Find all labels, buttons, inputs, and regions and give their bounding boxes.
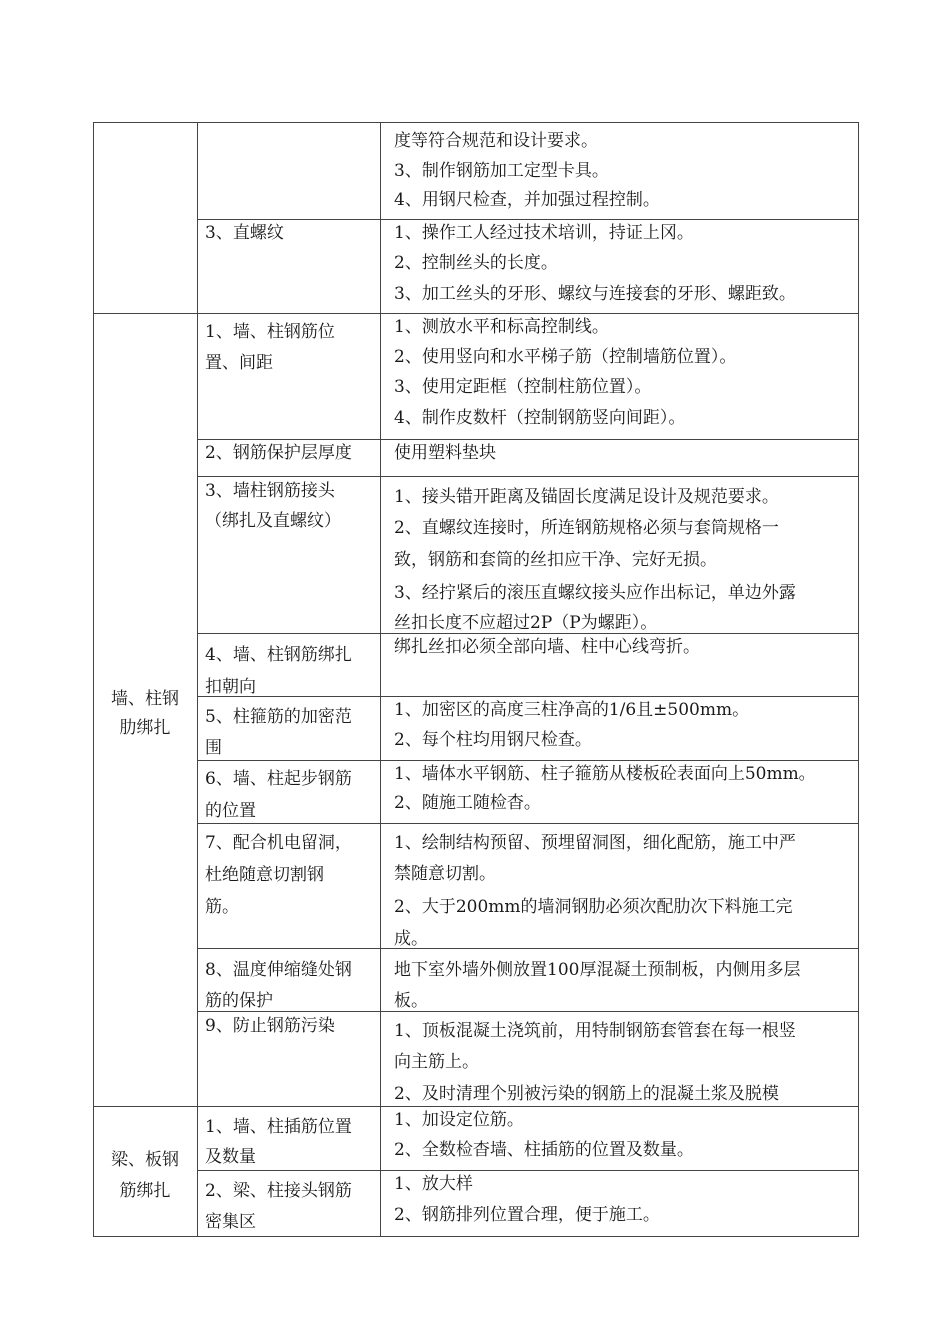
measure-line: 2、使用竖向和水平梯子筋（控制墙筋位置）。 xyxy=(394,347,737,367)
item-label: 筋。 xyxy=(205,897,239,917)
section-divider xyxy=(93,1106,859,1107)
row-divider xyxy=(197,439,859,440)
measure-line: 1、加设定位筋。 xyxy=(394,1110,524,1130)
item-label: 2、钢筋保护层厚度 xyxy=(205,443,352,463)
measure-line: 使用塑料垫块 xyxy=(394,443,496,463)
row-divider xyxy=(197,696,859,697)
item-label: 置、间距 xyxy=(205,353,273,373)
measure-line: 2、直螺纹连接时，所连钢筋规格必须与套筒规格一 xyxy=(394,518,779,538)
measure-line: 1、操作工人经过技术培训，持证上冈。 xyxy=(394,223,694,243)
row-divider xyxy=(197,1011,859,1012)
item-label: 8、温度伸缩缝处钢 xyxy=(205,960,352,980)
measure-line: 地下室外墙外侧放置100厚混凝土预制板，内侧用多层 xyxy=(394,960,801,980)
category-label: 筋绑扎 xyxy=(119,1181,171,1201)
measure-line: 成。 xyxy=(394,929,428,949)
measure-line: 度等符合规范和设计要求。 xyxy=(394,131,598,151)
category-label: 梁、板钢 xyxy=(111,1150,179,1170)
measure-line: 禁随意切割。 xyxy=(394,864,496,884)
measure-line: 1、测放水平和标高控制线。 xyxy=(394,317,609,337)
item-label: 杜绝随意切割钢 xyxy=(205,865,324,885)
item-label: 3、墙柱钢筋接头 xyxy=(205,481,335,501)
measure-line: 3、制作钢筋加工定型卡具。 xyxy=(394,161,609,181)
column-divider-2 xyxy=(380,122,381,1237)
item-label: 扣朝向 xyxy=(205,677,256,697)
item-label: 及数量 xyxy=(205,1147,256,1167)
row-divider xyxy=(197,948,859,949)
category-label: 肋绑扎 xyxy=(119,718,171,738)
column-divider-1 xyxy=(197,122,198,1237)
measure-line: 2、及时清理个别被污染的钢筋上的混凝土浆及脱模 xyxy=(394,1084,779,1104)
measure-line: 3、加工丝头的牙形、螺纹与连接套的牙形、螺距致。 xyxy=(394,284,796,304)
item-label: 6、墙、柱起步钢筋 xyxy=(205,769,352,789)
row-divider xyxy=(197,633,859,634)
measure-line: 2、随施工随检杳。 xyxy=(394,793,541,813)
measure-line: 丝扣长度不应超过2P（P为螺距）。 xyxy=(394,613,658,633)
item-label: 密集区 xyxy=(205,1212,256,1232)
row-divider xyxy=(197,476,859,477)
item-label: 2、梁、柱接头钢筋 xyxy=(205,1181,352,1201)
measure-line: 1、墙体水平钢筋、柱子箍筋从楼板砼表面向上50mm。 xyxy=(394,764,816,784)
item-label: 围 xyxy=(205,738,222,758)
item-label: 9、防止钢筋污染 xyxy=(205,1016,335,1036)
measure-line: 绑扎丝扣必须全部向墙、柱中心线弯折。 xyxy=(394,637,700,657)
row-divider xyxy=(197,1170,859,1171)
item-label: 筋的保护 xyxy=(205,991,273,1011)
measure-line: 1、顶板混凝土浇筑前，用特制钢筋套管套在每一根竖 xyxy=(394,1021,796,1041)
item-label: 7、配合机电留洞， xyxy=(205,833,352,853)
row-divider xyxy=(197,760,859,761)
measure-line: 1、绘制结构预留、预埋留洞图，细化配筋，施工中严 xyxy=(394,833,796,853)
item-label: 1、墙、柱插筋位置 xyxy=(205,1117,352,1137)
measure-line: 3、经拧紧后的滚压直螺纹接头应作出标记，单边外露 xyxy=(394,583,796,603)
item-label: 4、墙、柱钢筋绑扎 xyxy=(205,645,352,665)
measure-line: 2、每个柱均用钢尺检查。 xyxy=(394,730,592,750)
item-label: 5、柱箍筋的加密范 xyxy=(205,707,352,727)
item-label: 1、墙、柱钢筋位 xyxy=(205,322,335,342)
measure-line: 2、全数检杳墙、柱插筋的位置及数量。 xyxy=(394,1140,694,1160)
measure-line: 2、钢筋排列位置合理，便于施工。 xyxy=(394,1205,660,1225)
measure-line: 3、使用定距框（控制柱筋位置）。 xyxy=(394,377,652,397)
measure-line: 向主筋上。 xyxy=(394,1052,479,1072)
measure-line: 2、控制丝头的长度。 xyxy=(394,253,558,273)
measure-line: 1、加密区的高度三柱净高的1/6且±500mm。 xyxy=(394,700,750,720)
row-divider xyxy=(197,823,859,824)
category-label: 墙、柱钢 xyxy=(111,689,179,709)
measure-line: 1、放大样 xyxy=(394,1174,473,1194)
measure-line: 2、大于200mm的墙洞钢肋必须次配肋次下料施工完 xyxy=(394,897,793,917)
measure-line: 4、用钢尺检查，并加强过程控制。 xyxy=(394,190,660,210)
item-label: 的位置 xyxy=(205,801,256,821)
row-divider xyxy=(197,219,859,220)
item-label: （绑扎及直螺纹） xyxy=(205,511,341,531)
measure-line: 板。 xyxy=(394,991,428,1011)
measure-line: 1、接头错开距离及锚固长度满足设计及规范要求。 xyxy=(394,487,779,507)
item-label: 3、直螺纹 xyxy=(205,223,284,243)
measure-line: 致，钢筋和套筒的丝扣应干净、完好无损。 xyxy=(394,550,717,570)
measure-line: 4、制作皮数杆（控制钢筋竖向间距）。 xyxy=(394,408,686,428)
section-divider xyxy=(93,313,859,314)
